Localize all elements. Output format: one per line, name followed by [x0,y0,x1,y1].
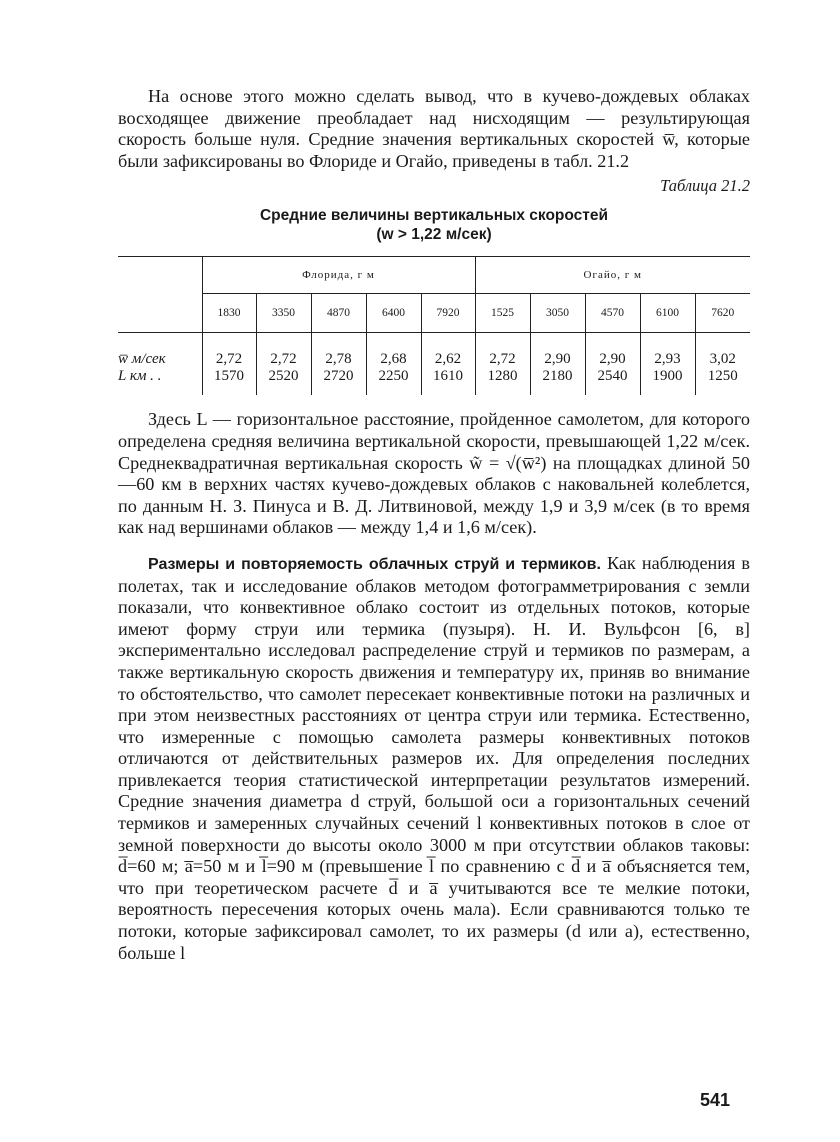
table-cell: 2,93 [640,333,695,369]
table-row-velocity [118,333,750,369]
altitude-header: 7620 [695,294,750,333]
intro-paragraph: На основе этого можно сделать вывод, что в кучево-дождевых облаках восходящее движение преобладает над нисходящим — результирующая скорость больше нуля. Средние значения вертикальных скоростей w̅, которые были зафиксированы во Флориде и Огайо, приведены в табл. 21.2 [118,86,750,171]
table-cell: 1900 [640,368,695,395]
body-paragraph-3-text: Как наблюдения в полетах, так и исследование облаков методом фотограмметрирования с земли показали, что конвективное облако состоит из отдельных потоков, которые имеют форму струи или термика (пузыря). Н. И. Вульфсон [6, в] экспериментально исследовал распределение струй и термиков по размерам, а также вертикальную скорость движения и температуру их, приняв во внимание то обстоятельство, что самолет пересекает конвективные потоки на различных и при этом неизвестных расстояниях от центра струи или термика. Естественно, что измеренные с помощью самолета размеры конвективных потоков отличаются от действительных размеров их. Для определения последних привлекается теория статистической интерпретации результатов измерений. Средние значения диаметра d струй, большой оси a горизонтальных сечений термиков и замеренных случайных сечений l конвективных потоков в слое от земной поверхности до высоты около 3000 м при отсутствии облаков таковы: d̅=60 м; a̅=50 м и l̅=90 м (превышение l̅ по сравнению с d̅ и a̅ объясняется тем, что при теоретическом расчете d̅ и a̅ учитываются все те мелкие потоки, вероятность пересечения которых очень мала). Если сравниваются только те потоки, которые зафиксировал самолет, то их размеры (d или a), естественно, больше l [118,552,751,963]
altitude-header: 1525 [475,294,530,333]
table-cell: 2,78 [311,333,366,369]
table-cell: 2,72 [475,333,530,369]
table-title [118,206,750,244]
table-cell: 1280 [475,368,530,395]
table-cell: 3,02 [695,333,750,369]
table-row-distance [118,368,750,395]
altitude-header: 4870 [311,294,366,333]
table-cell: 1250 [695,368,750,395]
page-body [118,86,750,964]
group-florida: Флорида, г м [202,257,475,294]
altitude-header: 3050 [530,294,585,333]
table-caption: Таблица 21.2 [660,176,750,196]
row-label: w̅ м/сек [118,351,166,368]
table-cell: 1610 [421,368,475,395]
altitude-header: 1830 [202,294,256,333]
table-cell: 2,90 [585,333,640,369]
table-cell: 2540 [585,368,640,395]
table-cell: 2,72 [202,333,256,369]
table-cell: 2,90 [530,333,585,369]
group-ohio: Огайо, г м [475,257,750,294]
altitude-header: 6100 [640,294,695,333]
table-cell: 2250 [366,368,421,395]
table-cell: 2720 [311,368,366,395]
body-paragraph-3 [118,553,750,964]
table-title-line2: (w > 1,22 м/сек) [376,226,492,244]
altitude-header: 3350 [256,294,311,333]
table-cell: 2,62 [421,333,475,369]
table-cell: 2180 [530,368,585,395]
table-cell: 1570 [202,368,256,395]
velocity-table [118,256,750,395]
altitude-header: 4570 [585,294,640,333]
table-cell: 2,72 [256,333,311,369]
table-cell: 2520 [256,368,311,395]
body-paragraph-2: Здесь L — горизонтальное расстояние, пройденное самолетом, для которого определена средняя величина вертикальной скорости, превышающей 1,22 м/сек. Среднеквадратичная вертикальная скорость w̃ = √(w̅²) на площадках длиной 50—60 км в верхних частях кучево-дождевых облаков с наковальней колеблется, по данным Н. З. Пинуса и В. Д. Литвиновой, между 1,9 и 3,9 м/сек (в то время как над вершинами облаков — между 1,4 и 1,6 м/сек). [118,409,750,538]
stub-header [118,257,202,294]
altitude-header: 7920 [421,294,475,333]
table-cell: 2,68 [366,333,421,369]
section-heading: Размеры и повторяемость облачных струй и термиков. [148,555,601,573]
table-title-line1: Средние величины вертикальных скоростей [259,207,609,225]
row-label: L км . . [118,368,162,385]
altitude-header: 6400 [366,294,421,333]
stub-header-2 [118,294,202,333]
page-number: 541 [700,1090,731,1110]
